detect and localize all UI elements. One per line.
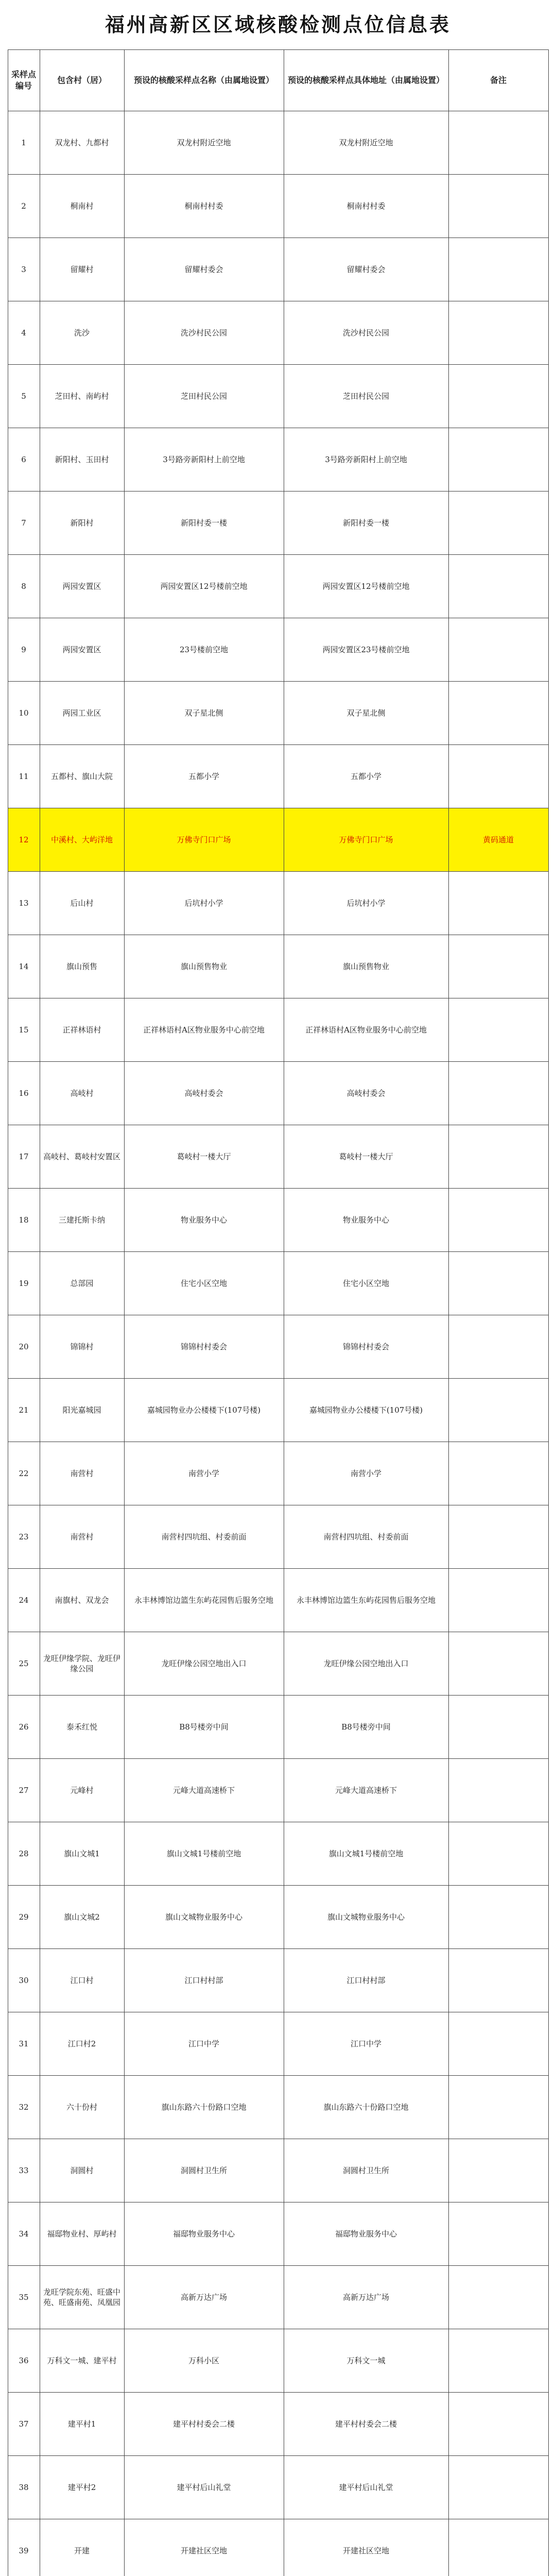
- cell-remarks: [448, 2076, 548, 2139]
- cell-remarks: [448, 1189, 548, 1252]
- cell-point-no: 37: [8, 2393, 40, 2456]
- cell-point-name: 南营小学: [124, 1442, 284, 1505]
- cell-point-no: 18: [8, 1189, 40, 1252]
- cell-point-address: 旗山文城1号楼前空地: [284, 1822, 448, 1886]
- cell-villages: 新阳村: [40, 492, 124, 555]
- cell-point-address: 两园安置区23号楼前空地: [284, 618, 448, 682]
- cell-point-no: 22: [8, 1442, 40, 1505]
- cell-point-address: 旗山文城物业服务中心: [284, 1886, 448, 1949]
- cell-point-name: 新阳村委一楼: [124, 492, 284, 555]
- cell-point-name: 旗山东路六十份路口空地: [124, 2076, 284, 2139]
- cell-point-name: 3号路旁新阳村上前空地: [124, 428, 284, 492]
- table-row: [8, 2202, 548, 2266]
- cell-point-no: 39: [8, 2519, 40, 2576]
- cell-point-address: 嘉城园物业办公楼楼下(107号楼): [284, 1379, 448, 1442]
- cell-point-name: B8号楼旁中间: [124, 1696, 284, 1759]
- cell-point-name: 住宅小区空地: [124, 1252, 284, 1315]
- cell-remarks: [448, 365, 548, 428]
- cell-point-address: 后坑村小学: [284, 872, 448, 935]
- cell-point-no: 8: [8, 555, 40, 618]
- cell-villages: 江口村2: [40, 2012, 124, 2076]
- cell-point-no: 30: [8, 1949, 40, 2012]
- cell-point-address: 开建社区空地: [284, 2519, 448, 2576]
- table-row: [8, 111, 548, 175]
- table-row: [8, 428, 548, 492]
- table-row: [8, 555, 548, 618]
- cell-remarks: [448, 1822, 548, 1886]
- cell-point-name: 两园安置区12号楼前空地: [124, 555, 284, 618]
- cell-point-address: 锦锦村村委会: [284, 1315, 448, 1379]
- cell-point-name: 永丰林博馆边篮生东屿花园售后服务空地: [124, 1569, 284, 1632]
- table-row: [8, 618, 548, 682]
- cell-point-no: 21: [8, 1379, 40, 1442]
- table-row: [8, 2266, 548, 2329]
- cell-point-name: 芝田村民公园: [124, 365, 284, 428]
- page-title: 福州高新区区域核酸检测点位信息表: [105, 13, 451, 36]
- cell-villages: 高岐村、葛岐村安置区: [40, 1125, 124, 1189]
- cell-villages: 开建: [40, 2519, 124, 2576]
- cell-point-no: 35: [8, 2266, 40, 2329]
- table-row: [8, 1442, 548, 1505]
- cell-point-name: 嘉城园物业办公楼楼下(107号楼): [124, 1379, 284, 1442]
- cell-remarks: [448, 2393, 548, 2456]
- cell-remarks: [448, 428, 548, 492]
- table-row: [8, 365, 548, 428]
- cell-point-name: 高岐村委会: [124, 1062, 284, 1125]
- cell-point-no: 28: [8, 1822, 40, 1886]
- table-row: [8, 1315, 548, 1379]
- cell-point-no: 9: [8, 618, 40, 682]
- table-row: [8, 745, 548, 808]
- cell-remarks: [448, 555, 548, 618]
- cell-villages: 洗沙: [40, 301, 124, 365]
- cell-point-no: 10: [8, 682, 40, 745]
- cell-remarks: 黄码通道: [448, 808, 548, 872]
- cell-remarks: [448, 1315, 548, 1379]
- cell-point-address: 江口中学: [284, 2012, 448, 2076]
- sampling-points-table: [8, 49, 549, 2576]
- cell-remarks: [448, 1632, 548, 1696]
- cell-point-no: 20: [8, 1315, 40, 1379]
- cell-villages: 两园工业区: [40, 682, 124, 745]
- cell-remarks: [448, 935, 548, 998]
- cell-point-name: 万科小区: [124, 2329, 284, 2393]
- cell-point-address: 3号路旁新阳村上前空地: [284, 428, 448, 492]
- cell-villages: 阳光嘉城园: [40, 1379, 124, 1442]
- table-row: [8, 1886, 548, 1949]
- table-row: [8, 2329, 548, 2393]
- cell-point-no: 12: [8, 808, 40, 872]
- cell-villages: 龙旺伊缘学院、龙旺伊缘公园: [40, 1632, 124, 1696]
- table-row: [8, 1189, 548, 1252]
- table-row: [8, 998, 548, 1062]
- header-villages: 包含村（居）: [40, 50, 124, 111]
- cell-point-address: B8号楼旁中间: [284, 1696, 448, 1759]
- cell-point-address: 物业服务中心: [284, 1189, 448, 1252]
- cell-villages: 后山村: [40, 872, 124, 935]
- cell-point-address: 江口村村部: [284, 1949, 448, 2012]
- cell-villages: 总部园: [40, 1252, 124, 1315]
- cell-point-no: 32: [8, 2076, 40, 2139]
- table-row: [8, 1696, 548, 1759]
- cell-remarks: [448, 1569, 548, 1632]
- cell-point-name: 建平村后山礼堂: [124, 2456, 284, 2519]
- cell-point-no: 11: [8, 745, 40, 808]
- table-row: [8, 175, 548, 238]
- table-row: [8, 1125, 548, 1189]
- cell-point-no: 29: [8, 1886, 40, 1949]
- cell-remarks: [448, 1062, 548, 1125]
- cell-remarks: [448, 1886, 548, 1949]
- cell-villages: 桐南村: [40, 175, 124, 238]
- table-row: [8, 2139, 548, 2202]
- cell-point-name: 双子星北侧: [124, 682, 284, 745]
- cell-point-name: 万佛寺门口广场: [124, 808, 284, 872]
- cell-remarks: [448, 2139, 548, 2202]
- cell-remarks: [448, 2266, 548, 2329]
- cell-point-address: 龙旺伊缘公园空地出入口: [284, 1632, 448, 1696]
- cell-villages: 旗山预售: [40, 935, 124, 998]
- cell-point-name: 桐南村村委: [124, 175, 284, 238]
- table-row: [8, 872, 548, 935]
- cell-point-no: 15: [8, 998, 40, 1062]
- cell-point-address: 住宅小区空地: [284, 1252, 448, 1315]
- cell-point-name: 洗沙村民公园: [124, 301, 284, 365]
- cell-point-name: 南营村四坑组、村委前面: [124, 1505, 284, 1569]
- cell-villages: 两园安置区: [40, 618, 124, 682]
- cell-point-address: 双龙村附近空地: [284, 111, 448, 175]
- cell-point-no: 27: [8, 1759, 40, 1822]
- header-point-no: 采样点编号: [8, 50, 40, 111]
- cell-point-address: 旗山东路六十份路口空地: [284, 2076, 448, 2139]
- table-row: [8, 238, 548, 301]
- table-row: [8, 1569, 548, 1632]
- cell-point-name: 旗山预售物业: [124, 935, 284, 998]
- cell-remarks: [448, 1125, 548, 1189]
- cell-villages: 元峰村: [40, 1759, 124, 1822]
- cell-point-address: 桐南村村委: [284, 175, 448, 238]
- cell-remarks: [448, 1442, 548, 1505]
- table-row: [8, 808, 548, 872]
- cell-point-no: 5: [8, 365, 40, 428]
- cell-remarks: [448, 1505, 548, 1569]
- cell-point-address: 建平村后山礼堂: [284, 2456, 448, 2519]
- cell-point-name: 后坑村小学: [124, 872, 284, 935]
- cell-point-address: 南营村四坑组、村委前面: [284, 1505, 448, 1569]
- cell-point-name: 江口中学: [124, 2012, 284, 2076]
- cell-villages: 泰禾红悦: [40, 1696, 124, 1759]
- table-row: [8, 1062, 548, 1125]
- cell-villages: 南旗村、双龙会: [40, 1569, 124, 1632]
- table-row: [8, 1252, 548, 1315]
- cell-remarks: [448, 1379, 548, 1442]
- cell-villages: 旗山文城2: [40, 1886, 124, 1949]
- cell-villages: 南营村: [40, 1442, 124, 1505]
- cell-point-no: 16: [8, 1062, 40, 1125]
- cell-point-address: 高新万达广场: [284, 2266, 448, 2329]
- cell-remarks: [448, 1252, 548, 1315]
- cell-remarks: [448, 238, 548, 301]
- cell-point-name: 物业服务中心: [124, 1189, 284, 1252]
- table-row: [8, 2076, 548, 2139]
- cell-remarks: [448, 175, 548, 238]
- cell-point-no: 33: [8, 2139, 40, 2202]
- cell-point-address: 五都小学: [284, 745, 448, 808]
- cell-point-no: 14: [8, 935, 40, 998]
- table-row: [8, 2393, 548, 2456]
- cell-point-no: 36: [8, 2329, 40, 2393]
- cell-villages: 南营村: [40, 1505, 124, 1569]
- cell-remarks: [448, 2202, 548, 2266]
- cell-point-no: 25: [8, 1632, 40, 1696]
- table-row: [8, 2456, 548, 2519]
- cell-point-no: 1: [8, 111, 40, 175]
- cell-villages: 建平村2: [40, 2456, 124, 2519]
- header-remarks: 备注: [448, 50, 548, 111]
- cell-point-no: 17: [8, 1125, 40, 1189]
- cell-villages: 龙旺学院东苑、旺盛中苑、旺盛南苑、凤凰园: [40, 2266, 124, 2329]
- cell-remarks: [448, 745, 548, 808]
- cell-point-no: 31: [8, 2012, 40, 2076]
- cell-villages: 芝田村、南屿村: [40, 365, 124, 428]
- table-row: [8, 1632, 548, 1696]
- cell-point-no: 38: [8, 2456, 40, 2519]
- cell-point-address: 南营小学: [284, 1442, 448, 1505]
- cell-villages: 两园安置区: [40, 555, 124, 618]
- cell-point-name: 正祥林语村A区物业服务中心前空地: [124, 998, 284, 1062]
- cell-point-address: 新阳村委一楼: [284, 492, 448, 555]
- cell-point-address: 高岐村委会: [284, 1062, 448, 1125]
- cell-remarks: [448, 492, 548, 555]
- cell-point-no: 4: [8, 301, 40, 365]
- cell-villages: 新阳村、玉田村: [40, 428, 124, 492]
- cell-point-name: 开建社区空地: [124, 2519, 284, 2576]
- cell-remarks: [448, 872, 548, 935]
- cell-remarks: [448, 618, 548, 682]
- table-row: [8, 2012, 548, 2076]
- table-row: [8, 2519, 548, 2576]
- cell-remarks: [448, 682, 548, 745]
- cell-point-name: 五都小学: [124, 745, 284, 808]
- cell-point-address: 葛岐村一楼大厅: [284, 1125, 448, 1189]
- cell-point-name: 高新万达广场: [124, 2266, 284, 2329]
- cell-point-address: 双子星北侧: [284, 682, 448, 745]
- cell-point-no: 19: [8, 1252, 40, 1315]
- cell-villages: 三建托斯卡纳: [40, 1189, 124, 1252]
- cell-point-name: 龙旺伊缘公园空地出入口: [124, 1632, 284, 1696]
- table-header-row: [8, 50, 548, 111]
- cell-point-name: 元峰大道高速桥下: [124, 1759, 284, 1822]
- cell-remarks: [448, 2456, 548, 2519]
- cell-remarks: [448, 301, 548, 365]
- cell-point-no: 2: [8, 175, 40, 238]
- table-row: [8, 492, 548, 555]
- cell-remarks: [448, 998, 548, 1062]
- table-row: [8, 682, 548, 745]
- cell-point-no: 23: [8, 1505, 40, 1569]
- table-row: [8, 1759, 548, 1822]
- table-row: [8, 301, 548, 365]
- cell-remarks: [448, 1949, 548, 2012]
- cell-point-no: 24: [8, 1569, 40, 1632]
- cell-point-no: 7: [8, 492, 40, 555]
- cell-point-address: 永丰林博馆边篮生东屿花园售后服务空地: [284, 1569, 448, 1632]
- cell-remarks: [448, 111, 548, 175]
- cell-point-name: 旗山文城物业服务中心: [124, 1886, 284, 1949]
- cell-point-address: 旗山预售物业: [284, 935, 448, 998]
- cell-point-address: 正祥林语村A区物业服务中心前空地: [284, 998, 448, 1062]
- table-row: [8, 1379, 548, 1442]
- cell-point-name: 江口村村部: [124, 1949, 284, 2012]
- table-row: [8, 935, 548, 998]
- cell-remarks: [448, 2329, 548, 2393]
- cell-point-address: 万科文一城: [284, 2329, 448, 2393]
- cell-point-name: 锦锦村村委会: [124, 1315, 284, 1379]
- cell-point-name: 葛岐村一楼大厅: [124, 1125, 284, 1189]
- cell-point-name: 留耀村委会: [124, 238, 284, 301]
- cell-point-address: 福邸物业服务中心: [284, 2202, 448, 2266]
- cell-point-address: 留耀村委会: [284, 238, 448, 301]
- cell-point-no: 34: [8, 2202, 40, 2266]
- cell-point-no: 6: [8, 428, 40, 492]
- cell-point-name: 建平村村委会二楼: [124, 2393, 284, 2456]
- cell-villages: 正祥林语村: [40, 998, 124, 1062]
- cell-remarks: [448, 2519, 548, 2576]
- cell-point-address: 两园安置区12号楼前空地: [284, 555, 448, 618]
- cell-point-no: 26: [8, 1696, 40, 1759]
- cell-point-name: 23号楼前空地: [124, 618, 284, 682]
- cell-point-address: 建平村村委会二楼: [284, 2393, 448, 2456]
- cell-villages: 锦锦村: [40, 1315, 124, 1379]
- header-point-name: 预设的核酸采样点名称（由属地设置）: [124, 50, 284, 111]
- cell-remarks: [448, 1759, 548, 1822]
- cell-point-address: 万佛寺门口广场: [284, 808, 448, 872]
- cell-villages: 高岐村: [40, 1062, 124, 1125]
- cell-point-no: 3: [8, 238, 40, 301]
- cell-villages: 双龙村、九都村: [40, 111, 124, 175]
- cell-point-address: 芝田村民公园: [284, 365, 448, 428]
- table-row: [8, 1505, 548, 1569]
- header-point-address: 预设的核酸采样点具体地址（由属地设置）: [284, 50, 448, 111]
- cell-villages: 旗山文城1: [40, 1822, 124, 1886]
- cell-point-name: 福邸物业服务中心: [124, 2202, 284, 2266]
- cell-point-no: 13: [8, 872, 40, 935]
- cell-point-address: 元峰大道高速桥下: [284, 1759, 448, 1822]
- cell-villages: 万科文一城、建平村: [40, 2329, 124, 2393]
- cell-villages: 建平村1: [40, 2393, 124, 2456]
- cell-point-address: 洞圆村卫生所: [284, 2139, 448, 2202]
- cell-point-name: 旗山文城1号楼前空地: [124, 1822, 284, 1886]
- cell-villages: 六十份村: [40, 2076, 124, 2139]
- cell-villages: 洞圆村: [40, 2139, 124, 2202]
- cell-remarks: [448, 1696, 548, 1759]
- cell-villages: 江口村: [40, 1949, 124, 2012]
- cell-point-name: 洞圆村卫生所: [124, 2139, 284, 2202]
- table-row: [8, 1822, 548, 1886]
- cell-villages: 五都村、旗山大院: [40, 745, 124, 808]
- cell-point-name: 双龙村附近空地: [124, 111, 284, 175]
- cell-villages: 中溪村、大屿洋地: [40, 808, 124, 872]
- cell-remarks: [448, 2012, 548, 2076]
- table-row: [8, 1949, 548, 2012]
- cell-villages: 福邸物业村、厚屿村: [40, 2202, 124, 2266]
- cell-villages: 留耀村: [40, 238, 124, 301]
- cell-point-address: 洗沙村民公园: [284, 301, 448, 365]
